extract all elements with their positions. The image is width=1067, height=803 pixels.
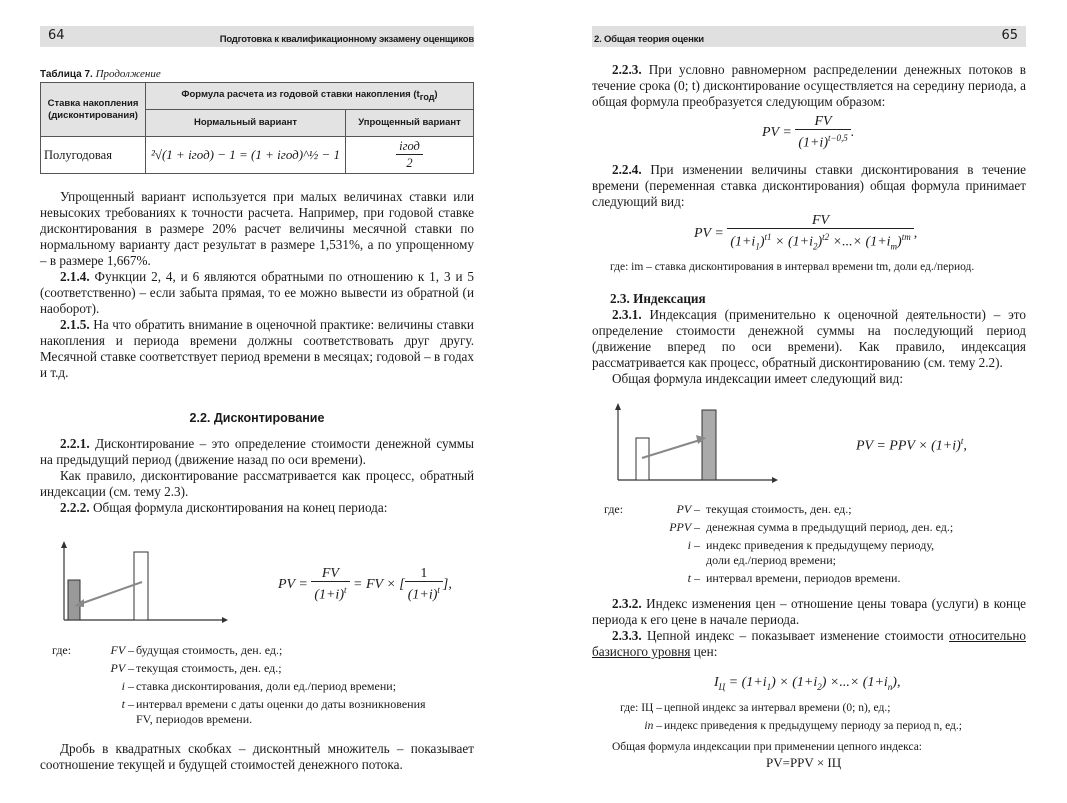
table-simple-formula: $\frac{\text{iгод}}{2}$	[346, 137, 474, 174]
time-axis-arrow	[772, 477, 778, 483]
section-2-3-title: 2.3. Индексация	[610, 291, 706, 306]
left-page-header	[40, 26, 474, 47]
right-legend: где: PV – текущая стоимость, ден. ед.; PPV – денежная сумма в предыдущий период, ден. ед.; i – индекс приведения к предыдущему периоду, доли ед./период времени; t – интервал времени, периодов времени.	[604, 502, 954, 585]
paragraph-2-2-3: 2.2.3. При условно равномерном распределении денежных потоков в течение срока (0; t) дисконтирование осуществляется на середину периода, а общая формула преобразуется следующим образом:	[592, 62, 1026, 109]
general-chain-label: Общая формула индексации при применении цепного индекса:	[612, 741, 923, 753]
left-page-number: 64	[48, 28, 65, 43]
left-header-title: Подготовка к квалификационному экзамену оценщиков	[219, 34, 474, 45]
indexation-diagram	[612, 400, 782, 488]
right-page-header	[592, 26, 1026, 47]
right-page	[534, 0, 1067, 803]
ppv-bar	[636, 438, 649, 480]
right-header-title: 2. Общая теория оценки	[594, 34, 704, 45]
table-row-label: Полугодовая	[41, 137, 146, 174]
paragraph-2-2-4: 2.2.4. При изменении величины ставки дисконтирования в течение времени (переменная ставка дисконтирования) общая формула принимает следующий вид:	[592, 162, 1026, 209]
paragraph-2-1-4: 2.1.4. Функции 2, 4, и 6 являются обратными по отношению к 1, 3 и 5 (соответственно) – если забыта прямая, то ее можно вывести из обратной (и наоборот).	[40, 269, 474, 316]
indexation-formula: PV = PPV × $(1+i)^t$,	[856, 436, 967, 454]
paragraph-2-2-1: 2.2.1. Дисконтирование – это определение стоимости денежной суммы на предыдущий период (движение назад по оси времени).	[40, 436, 474, 467]
paragraph-simple-variant: Упрощенный вариант используется при малых величинах ставки или невысоких требованиях к точности расчета. Например, при годовой ставке дисконтирования в размере 20% расчет величины месячной ставки по нормальному варианту даст результат в размере 1,531%, а по упрощенному – в размере 1,667%.	[40, 189, 474, 268]
left-legend: где: FV – будущая стоимость, ден. ед.; PV – текущая стоимость, ден. ед.; i – ставка дисконтирования, доли ед./период времени; t – интервал времени с даты оценки до даты возникновения FV, периодов времени.	[52, 643, 426, 726]
value-axis-arrow	[615, 403, 621, 410]
pv-bar	[702, 410, 716, 480]
table-top-header: Формула расчета из годовой ставки накопления $(t_{год})$	[146, 83, 474, 110]
table-header-simple: Упрощенный вариант	[346, 110, 474, 137]
table-header-normal: Нормальный вариант	[146, 110, 346, 137]
discounting-diagram	[52, 540, 232, 625]
table-caption: Таблица 7. Продолжение	[40, 68, 161, 80]
pv-bar	[68, 580, 80, 620]
right-page-number: 65	[1001, 28, 1018, 43]
time-axis-arrow	[222, 617, 228, 623]
table-col-header-rate: Ставка накопления (дисконтирования)	[41, 83, 146, 137]
left-final-text	[40, 741, 474, 773]
normal-formula-text: ²√(1 + iгод) − 1 = (1 + iгод)^½ − 1	[150, 147, 341, 162]
table-7	[40, 82, 474, 174]
paragraph-2-3-1: 2.3.1. Индексация (применительно к оценочной деятельности) – это определение стоимости денежной суммы на последующий период (движение вперед по оси времени). Как правило, индексация рассматривается как процесс, обратный дисконтированию (см. тему 2.2).	[592, 307, 1026, 370]
chain-legend: где: IЦ – цепной индекс за интервал времени (0; n), ед.; in – индекс приведения к предыдущему периоду за период n, ед.;	[620, 702, 962, 732]
section-2-2-title: 2.2. Дисконтирование	[189, 411, 325, 425]
right-body-text-2	[592, 162, 1026, 210]
left-body-text-2	[40, 436, 474, 516]
paragraph-2-2-1b: Как правило, дисконтирование рассматривается как процесс, обратный индексации (см. тему 2.3).	[40, 468, 474, 499]
paragraph-2-2-2: 2.2.2. Общая формула дисконтирования на конец периода:	[60, 500, 388, 515]
right-body-text-1	[592, 62, 1026, 110]
paragraph-2-3-2: 2.3.2. Индекс изменения цен – отношение цены товара (услуги) в конце периода к его цене в начале периода.	[592, 596, 1026, 627]
fv-bar	[134, 552, 148, 620]
where-2-2-4: где: im – ставка дисконтирования в интервал времени tm, доли ед./период.	[610, 261, 975, 273]
paragraph-2-3-3: 2.3.3. Цепной индекс – показывает изменение стоимости относительно базисного уровня цен:	[592, 628, 1026, 659]
index-arrow	[642, 440, 700, 458]
table-normal-formula	[146, 137, 346, 174]
right-body-text-4	[592, 596, 1026, 660]
value-axis-arrow	[61, 541, 67, 548]
right-body-text-3	[592, 307, 1026, 387]
discount-formula: PV = $\frac{FV}{(1+i)^t}$ = FV × [ $\frac{1}{(1+i)^t}$ ],	[278, 566, 452, 603]
general-chain-formula: PV=PPV × IЦ	[766, 755, 842, 770]
paragraph-2-1-5: 2.1.5. На что обратить внимание в оценочной практике: величины ставки накопления и периода времени должны соответствовать друг другу. Месячной ставке соответствует период времени в месяцах; годовой – в годах и т.д.	[40, 317, 474, 380]
paragraph-2-3-1b: Общая формула индексации имеет следующий вид:	[612, 371, 903, 386]
formula-2-2-3: PV = $\frac{FV}{(1+i)^{t-0,5}}$ .	[762, 114, 855, 151]
discount-arrow	[80, 582, 142, 604]
formula-2-2-4: PV = $\frac{FV}{(1+i_1)^{t1} \times (1+i_2)^{t2} \times...\times (1+i_m)^{tm}}$ ,	[694, 213, 918, 252]
paragraph-discount-factor: Дробь в квадратных скобках – дисконтный множитель – показывает соотношение текущей и будущей стоимостей денежного потока.	[40, 741, 474, 772]
chain-index-formula: $I_Ц = (1+i_1) \times (1+i_2)$ ×...× $(1+i_n)$,	[714, 675, 901, 692]
left-body-text	[40, 189, 474, 381]
